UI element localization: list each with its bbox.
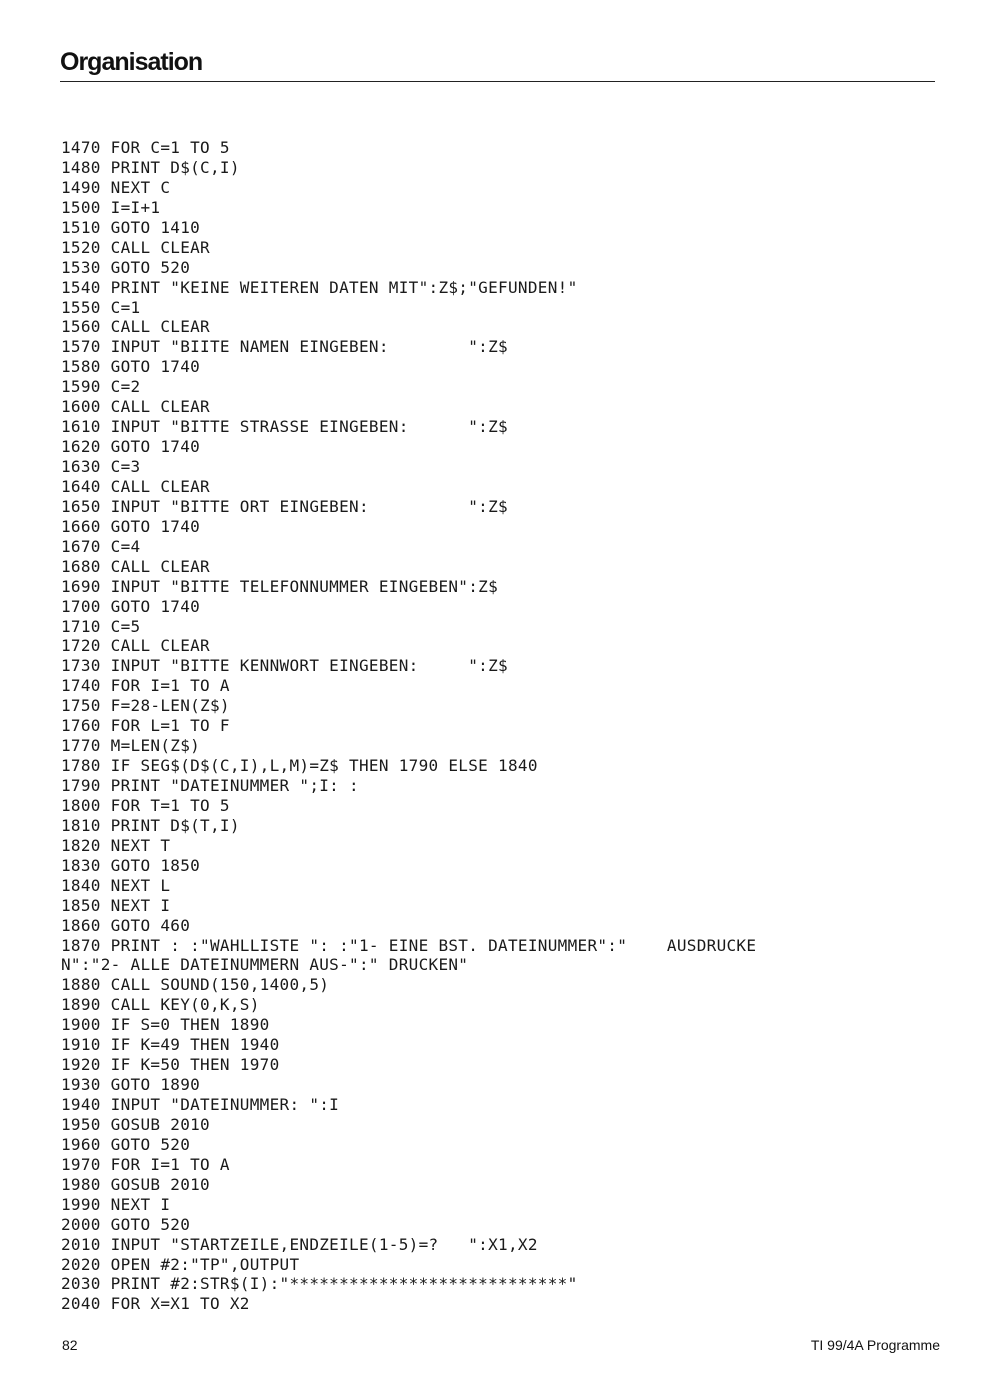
code-line: 1990 NEXT I <box>61 1194 171 1214</box>
code-line: 2040 FOR X=X1 TO X2 <box>61 1294 250 1314</box>
code-line: 1530 GOTO 520 <box>61 257 191 277</box>
code-line: 1870 PRINT : :"WAHLLISTE ": :"1- EINE BST. DATEINUMMER":" AUSDRUCKE <box>61 935 757 955</box>
code-line: 1570 INPUT "BIITE NAMEN EINGEBEN: ":Z$ <box>61 337 508 357</box>
code-line: 1480 PRINT D$(C,I) <box>61 157 240 177</box>
code-line: 1850 NEXT I <box>61 895 171 915</box>
code-line: 1840 NEXT L <box>61 875 171 895</box>
code-line: 1600 CALL CLEAR <box>61 397 210 417</box>
code-line: 1500 I=I+1 <box>61 197 161 217</box>
code-line: 1690 INPUT "BITTE TELEFONNUMMER EINGEBEN":Z$ <box>61 576 499 596</box>
code-line: 1980 GOSUB 2010 <box>61 1174 210 1194</box>
code-line: 1550 C=1 <box>61 297 141 317</box>
code-line: 1610 INPUT "BITTE STRASSE EINGEBEN: ":Z$ <box>61 417 508 437</box>
code-line: 1540 PRINT "KEINE WEITEREN DATEN MIT":Z$;"GEFUNDEN!" <box>61 277 578 297</box>
code-line: 1880 CALL SOUND(150,1400,5) <box>61 975 330 995</box>
code-line: 1560 CALL CLEAR <box>61 317 210 337</box>
code-line: 1890 CALL KEY(0,K,S) <box>61 995 260 1015</box>
code-line: 1940 INPUT "DATEINUMMER: ":I <box>61 1095 340 1114</box>
code-line: 1490 NEXT C <box>61 177 171 197</box>
code-listing <box>61 138 931 1314</box>
code-line: 1650 INPUT "BITTE ORT EINGEBEN: ":Z$ <box>61 496 508 516</box>
code-line: 1910 IF K=49 THEN 1940 <box>61 1035 280 1055</box>
code-line: 1900 IF S=0 THEN 1890 <box>61 1015 270 1035</box>
code-line: 1520 CALL CLEAR <box>61 237 210 257</box>
code-line: 1590 C=2 <box>61 377 141 397</box>
code-line: 1970 FOR I=1 TO A <box>61 1154 230 1174</box>
code-line: 1790 PRINT "DATEINUMMER ";I: : <box>61 776 359 795</box>
code-line: 1470 FOR C=1 TO 5 <box>61 138 230 157</box>
code-line: 1760 FOR L=1 TO F <box>61 716 230 736</box>
code-line: 1510 GOTO 1410 <box>61 217 201 237</box>
code-line: N":"2- ALLE DATEINUMMERN AUS-":" DRUCKEN" <box>61 955 469 975</box>
page-number: 82 <box>62 1337 78 1353</box>
code-line: 1580 GOTO 1740 <box>61 357 201 377</box>
code-line: 1750 F=28-LEN(Z$) <box>61 696 230 716</box>
code-line: 1960 GOTO 520 <box>61 1134 191 1154</box>
code-line: 1810 PRINT D$(T,I) <box>61 815 240 835</box>
code-line: 2020 OPEN #2:"TP",OUTPUT <box>61 1254 300 1274</box>
header-divider <box>60 81 935 82</box>
book-title: TI 99/4A Programme <box>810 1337 940 1353</box>
code-line: 1630 C=3 <box>61 457 141 476</box>
code-line: 2010 INPUT "STARTZEILE,ENDZEILE(1-5)=? ":X1,X2 <box>61 1234 538 1254</box>
code-line: 1920 IF K=50 THEN 1970 <box>61 1055 280 1075</box>
code-line: 2000 GOTO 520 <box>61 1214 191 1234</box>
code-line: 1640 CALL CLEAR <box>61 476 210 496</box>
code-line: 1670 C=4 <box>61 536 141 556</box>
code-line: 2030 PRINT #2:STR$(I):"****************************" <box>61 1274 578 1294</box>
code-line: 1660 GOTO 1740 <box>61 516 201 536</box>
code-line: 1720 CALL CLEAR <box>61 636 210 656</box>
code-line: 1800 FOR T=1 TO 5 <box>61 795 230 815</box>
code-line: 1700 GOTO 1740 <box>61 596 201 616</box>
code-line: 1710 C=5 <box>61 616 141 636</box>
code-line: 1770 M=LEN(Z$) <box>61 736 201 756</box>
code-line: 1830 GOTO 1850 <box>61 855 201 875</box>
page-title: Organisation <box>60 48 203 76</box>
code-line: 1950 GOSUB 2010 <box>61 1114 210 1134</box>
code-line: 1780 IF SEG$(D$(C,I),L,M)=Z$ THEN 1790 ELSE 1840 <box>61 756 538 776</box>
code-line: 1820 NEXT T <box>61 835 171 855</box>
code-line: 1930 GOTO 1890 <box>61 1075 201 1095</box>
code-line: 1620 GOTO 1740 <box>61 437 201 457</box>
code-line: 1860 GOTO 460 <box>61 915 191 935</box>
code-line: 1680 CALL CLEAR <box>61 556 210 576</box>
code-line: 1730 INPUT "BITTE KENNWORT EINGEBEN: ":Z$ <box>61 656 508 676</box>
code-line: 1740 FOR I=1 TO A <box>61 676 230 696</box>
